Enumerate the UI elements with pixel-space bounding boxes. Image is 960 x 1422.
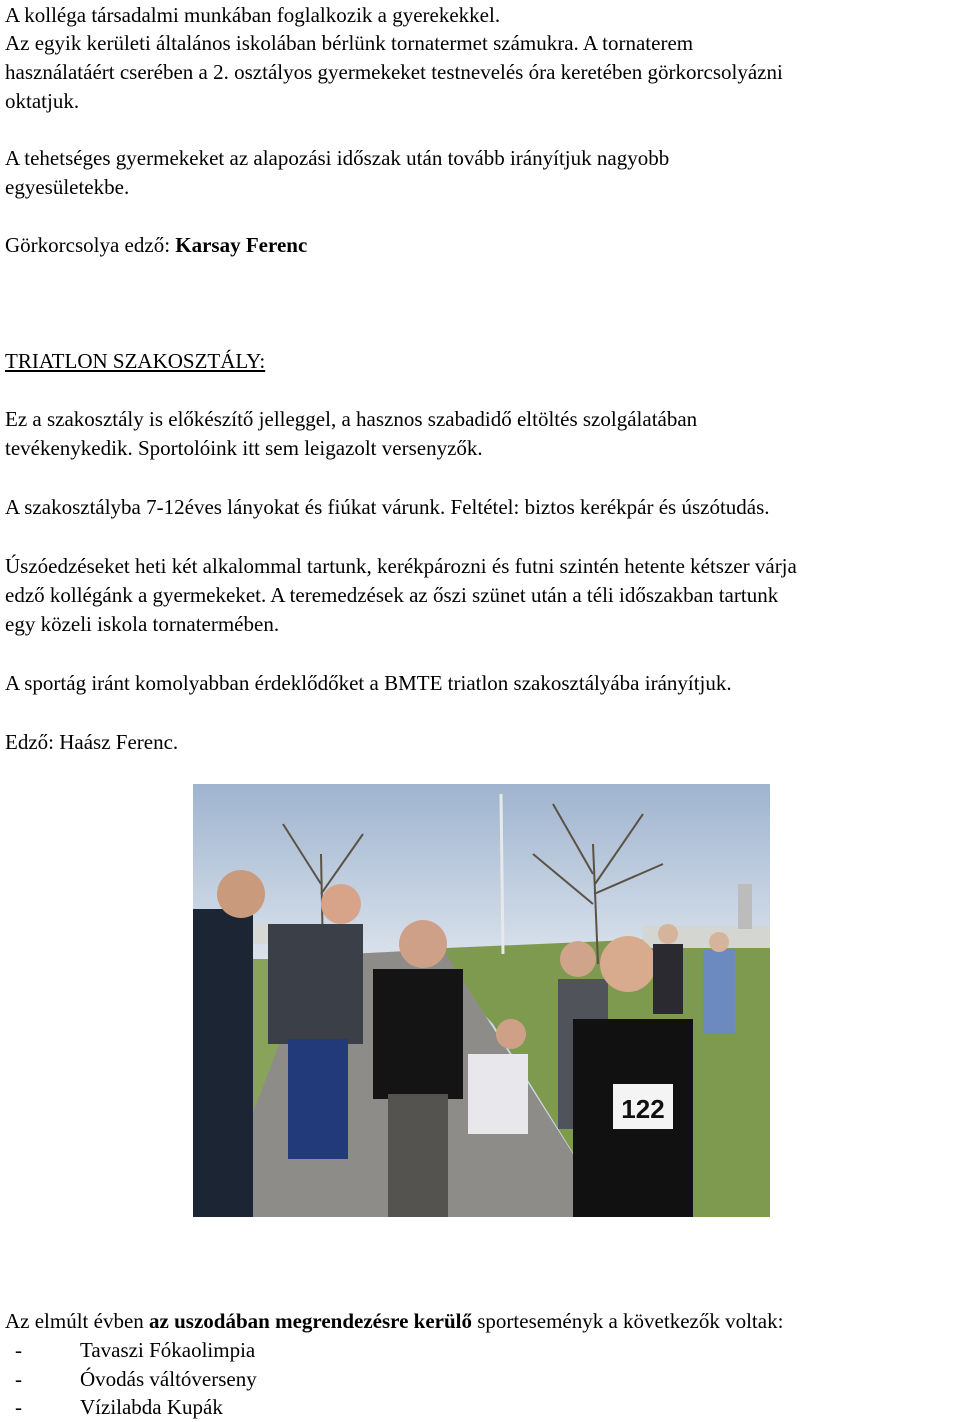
list-marker: - [15, 1367, 22, 1391]
triathlon-coach: Edző: Haász Ferenc. [5, 730, 179, 754]
list-marker: - [15, 1338, 22, 1362]
roller-coach-name: Karsay Ferenc [175, 233, 308, 257]
age-requirement: A szakosztályba 7-12éves lányokat és fiúkat várunk. Feltétel: biztos kerékpár és úszótudás. [5, 495, 770, 519]
list-item [5, 1364, 405, 1394]
intro-line-1: A kolléga társadalmi munkában foglalkozik a gyerekekkel. [5, 3, 501, 27]
events-intro-end: sporteseményk a következők voltak: [472, 1309, 784, 1333]
intro-line-2: Az egyik kerületi általános iskolában bérlünk tornatermet számukra. A tornaterem [5, 31, 694, 55]
intro-line-3: használatáért cserében a 2. osztályos gyermekeket testnevelés óra keretében görkorcsolyázni [5, 60, 783, 84]
events-intro-bold: az uszodában megrendezésre kerülő [149, 1309, 472, 1333]
section-heading: TRIATLON SZAKOSZTÁLY: [5, 349, 266, 373]
event-2: Óvodás váltóverseny [80, 1367, 257, 1391]
bmte-referral: A sportág iránt komolyabban érdeklődőket a BMTE triatlon szakosztályába irányítjuk. [5, 671, 732, 695]
bib-number: 122 [621, 1094, 665, 1124]
talent-line-1: A tehetséges gyermekeket az alapozási időszak után tovább irányítjuk nagyobb [5, 146, 670, 170]
roller-coach [5, 230, 307, 260]
list-marker: - [15, 1395, 22, 1419]
list-item [5, 1392, 405, 1422]
triathlon-line-2: tevékenykedik. Sportolóink itt sem leigazolt versenyzők. [5, 436, 483, 460]
training-line-1: Úszóedzéseket heti két alkalommal tartunk, kerékpározni és futni szintén hetente kétszer várja [5, 554, 797, 578]
talent-line-2: egyesületekbe. [5, 175, 130, 199]
events-intro-start: Az elmúlt évben [5, 1309, 150, 1333]
event-photo [193, 784, 770, 1217]
list-item [5, 1335, 405, 1365]
roller-coach-label: Görkorcsolya edző: [5, 233, 176, 257]
training-line-3: egy közeli iskola tornatermében. [5, 612, 280, 636]
event-3: Vízilabda Kupák [80, 1395, 223, 1419]
event-1: Tavaszi Fókaolimpia [80, 1338, 256, 1362]
triathlon-line-1: Ez a szakosztály is előkészítő jelleggel, a hasznos szabadidő eltöltés szolgálatában [5, 407, 698, 431]
events-intro [5, 1306, 783, 1336]
training-line-2: edző kollégánk a gyermekeket. A teremedzések az őszi szünet után a téli időszakban tartunk [5, 583, 779, 607]
intro-line-4: oktatjuk. [5, 89, 80, 113]
